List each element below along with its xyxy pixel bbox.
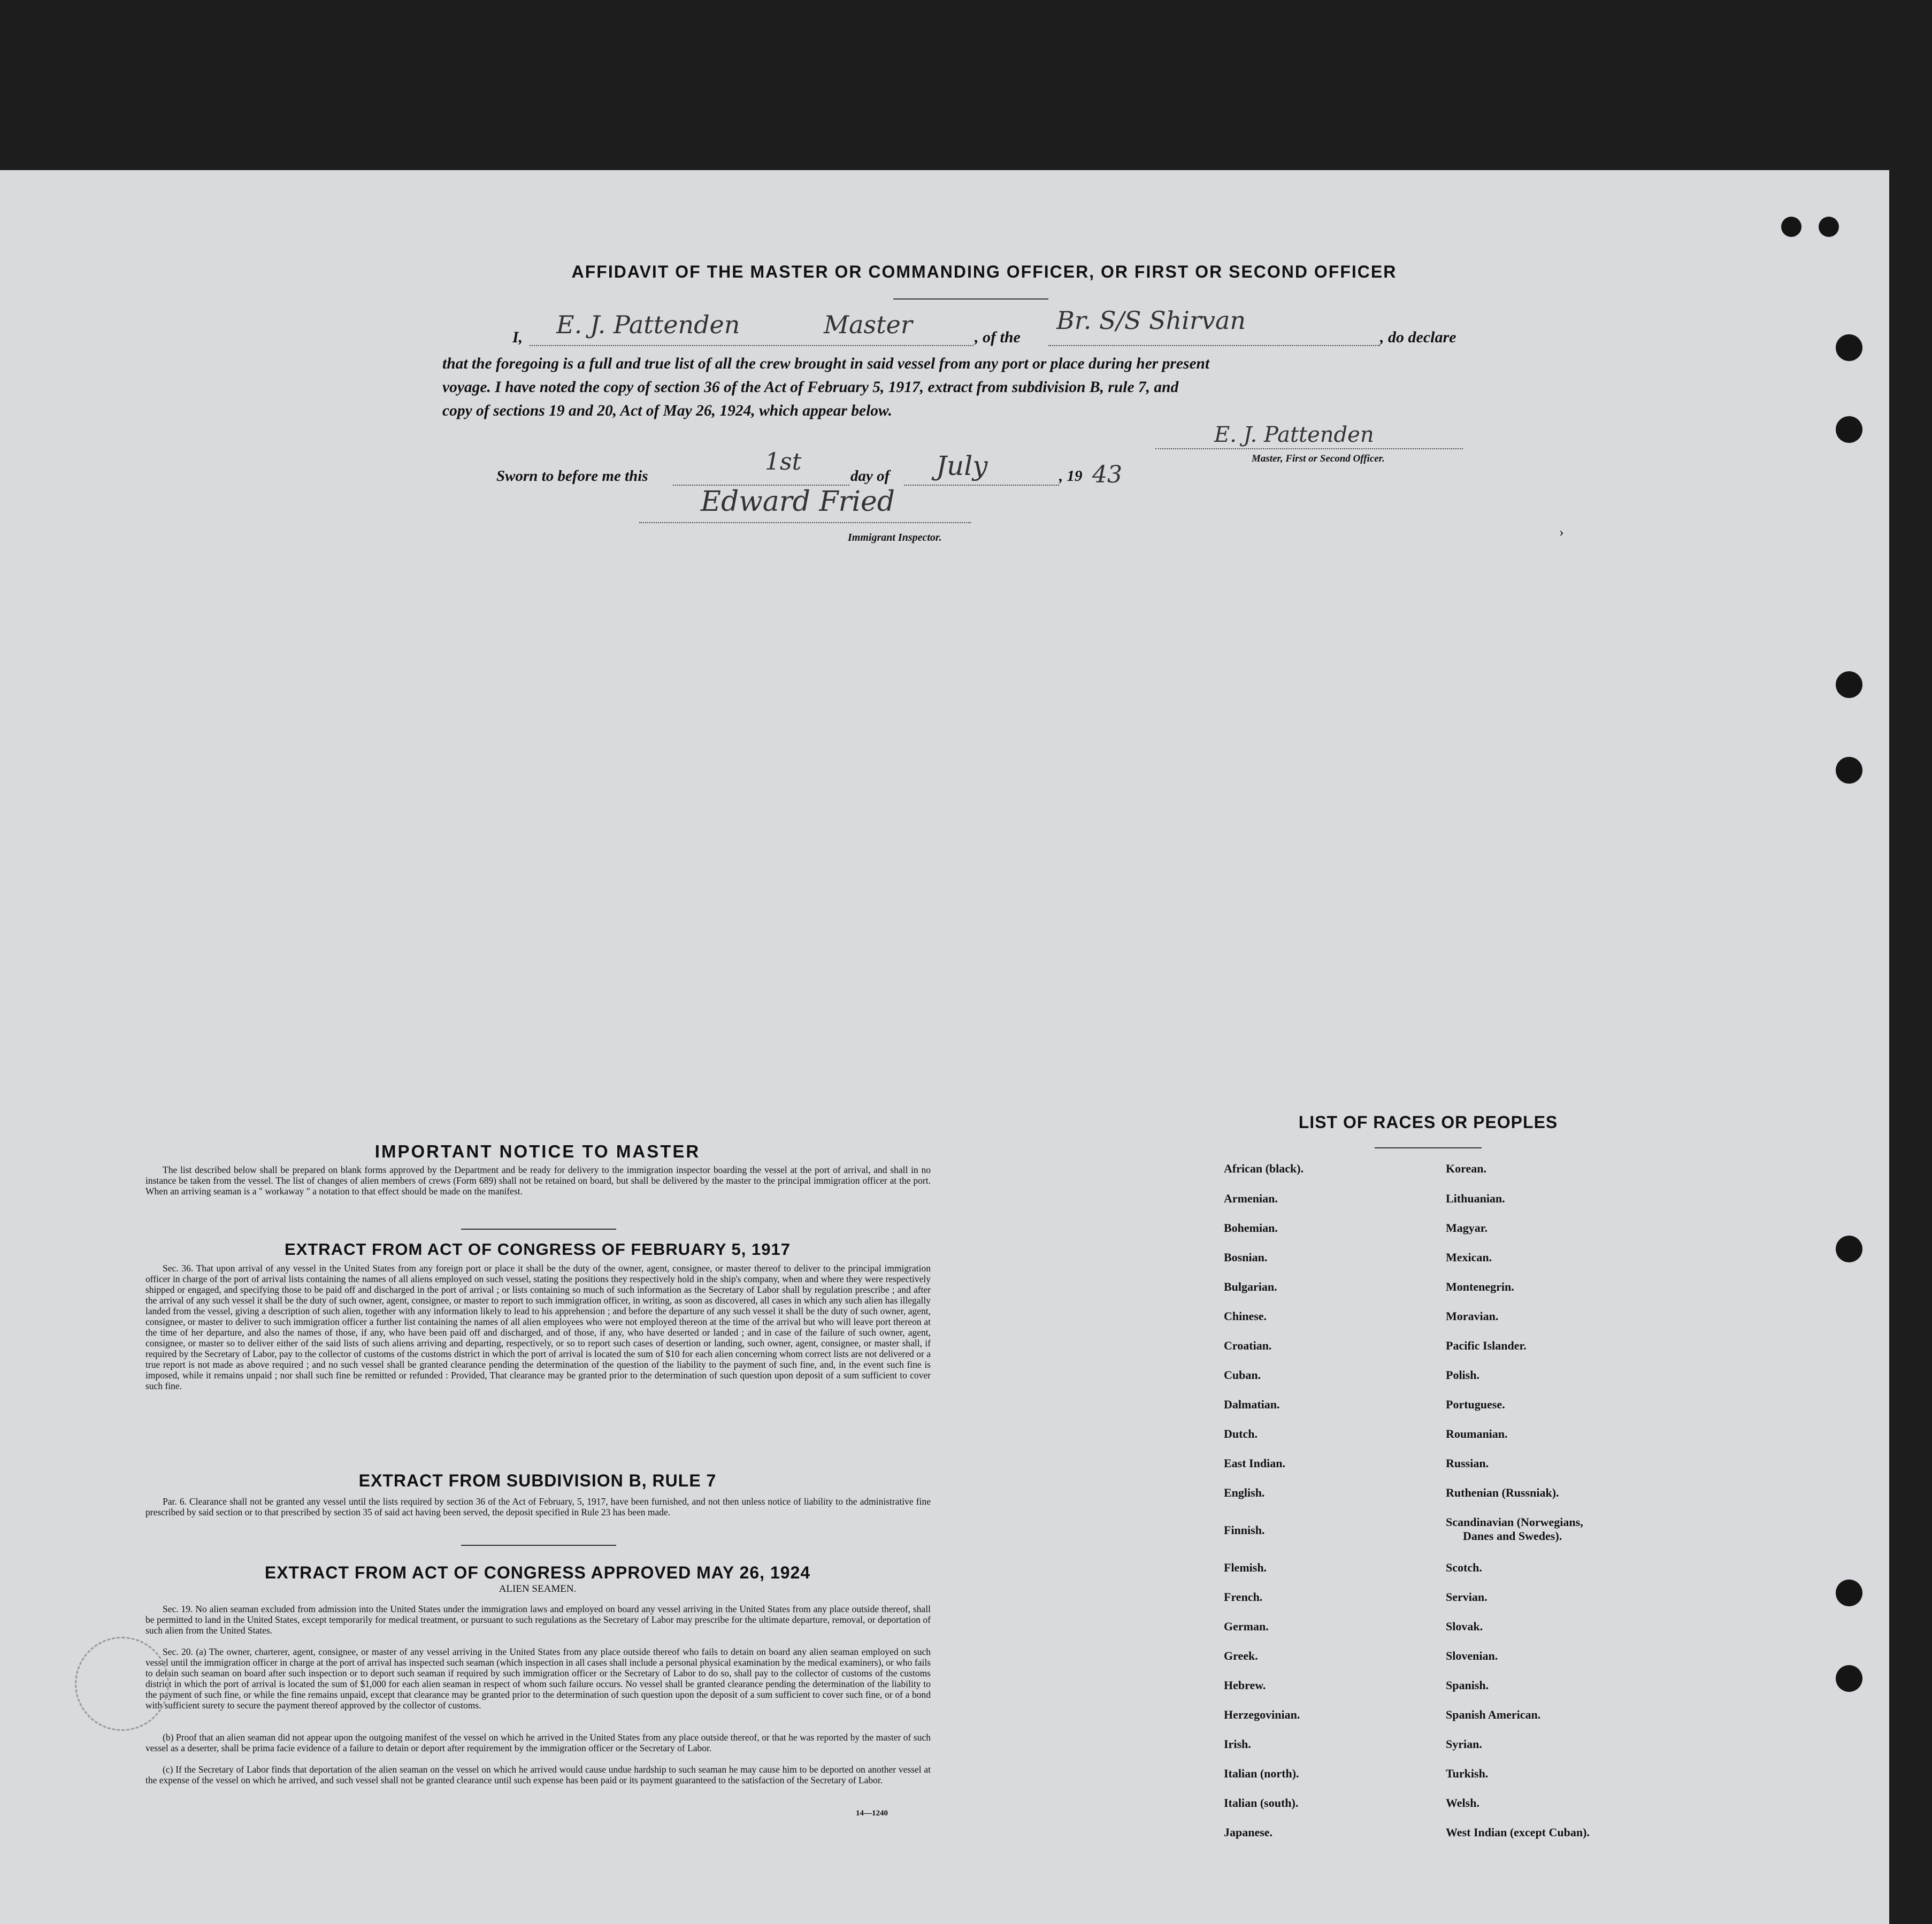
extract-1924-sec20a: Sec. 20. (a) The owner, charterer, agent, consignee, or master of any vessel arriving in the United States from any place outside thereof who fails to detain on board any alien seaman employed on such vessel until the immigration officer in charge at the port of arrival has inspected such seaman (which inspection in all cases shall include a personal physical examination by the medical examiners), or who fails to detain such seaman on board after such inspection or to deport such seaman if required by such immigration officer or the Secretary of Labor to do so, shall pay to the collector of customs of the customs district in which the port of arrival is located the sum of $1,000 for each alien seaman in respect of whom such failure occurs. No vessel shall be granted clearance pending the determination of the liability to the payment of such fine, or while the fine remains unpaid, except that clearance may be granted prior to the determination of such question upon the deposit of a sum sufficient to cover such fine, or of a bond with sufficient surety to secure the payment thereof approved by the collector of customs. [145,1646,931,1711]
race-item: Polish. [1446,1368,1479,1382]
race-item: Flemish. [1224,1561,1267,1574]
race-item: Italian (south). [1224,1796,1299,1810]
extract-1924-subtitle: ALIEN SEAMEN. [499,1583,577,1595]
master-signature: E. J. Pattenden [1214,423,1374,447]
signature-line [1155,448,1463,449]
affidavit-line-4: copy of sections 19 and 20, Act of May 26, 1924, which appear below. [442,402,892,419]
notice-title: IMPORTANT NOTICE TO MASTER [374,1141,701,1161]
race-item: Spanish American. [1446,1708,1541,1721]
affidavit-title: AFFIDAVIT OF THE MASTER OR COMMANDING OFFICER, OR FIRST OR SECOND OFFICER [571,262,1397,281]
race-item: West Indian (except Cuban). [1446,1826,1590,1839]
notice-rule [461,1229,616,1230]
race-item: African (black). [1224,1162,1304,1175]
misc-mark: › [1559,524,1564,540]
rank-handwritten: Master [824,310,913,339]
rule-7-text: Par. 6. Clearance shall not be granted any vessel until the lists required by section 36 of the Act of February, 5, 1917, have been furnished, and not then unless notice of liability to the administrative fine prescribed by said section or to that prescribed by section 35 of said act having been served, the deposit specified in Rule 23 has been made. [145,1496,931,1517]
race-item: Mexican. [1446,1251,1492,1264]
race-item: Montenegrin. [1446,1280,1514,1293]
race-item: Servian. [1446,1590,1488,1604]
rule-7-divider [461,1545,616,1546]
race-item: Moravian. [1446,1309,1499,1323]
day-of-label: day of [850,467,890,485]
race-item: Bosnian. [1224,1251,1268,1264]
binder-hole [1836,416,1862,443]
embossed-seal [75,1637,169,1731]
extract-1917-title: EXTRACT FROM ACT OF CONGRESS OF FEBRUARY 5, 1917 [285,1240,791,1259]
race-item: Japanese. [1224,1826,1273,1839]
race-item: Magyar. [1446,1221,1488,1235]
race-item: Welsh. [1446,1796,1479,1810]
day-handwritten: 1st [765,448,802,476]
race-item: Italian (north). [1224,1767,1299,1780]
race-item: Ruthenian (Russniak). [1446,1486,1559,1499]
race-item: Lithuanian. [1446,1192,1505,1205]
race-item: Bulgarian. [1224,1280,1277,1293]
race-item: Chinese. [1224,1309,1267,1323]
race-item: Cuban. [1224,1368,1261,1382]
race-item: Irish. [1224,1737,1251,1751]
binder-hole [1819,217,1839,237]
affidavit-i: I, [512,328,523,346]
binder-hole [1836,1580,1862,1606]
month-handwritten: July [936,450,988,481]
race-item: Hebrew. [1224,1678,1266,1692]
extract-1924-title: EXTRACT FROM ACT OF CONGRESS APPROVED MAY 26, 1924 [264,1563,811,1582]
name-line [530,345,973,346]
affidavit-line-3: voyage. I have noted the copy of section 36 of the Act of February 5, 1917, extract from subdivision B, rule 7, and [442,379,1179,396]
binder-hole [1781,217,1801,237]
race-item: Pacific Islander. [1446,1339,1527,1352]
vessel-line [1048,345,1380,346]
year-prefix: , 19 [1059,467,1083,485]
rule-7-title: EXTRACT FROM SUBDIVISION B, RULE 7 [358,1471,717,1490]
race-item: Herzegovinian. [1224,1708,1300,1721]
race-item: East Indian. [1224,1457,1285,1470]
race-item: Bohemian. [1224,1221,1278,1235]
binder-hole [1836,1236,1862,1262]
binder-hole [1836,1665,1862,1692]
of-the-label: , of the [975,328,1021,346]
form-number: 14—1240 [856,1809,888,1818]
race-item-continued: Danes and Swedes). [1463,1529,1562,1543]
race-item: German. [1224,1620,1269,1633]
race-item: Turkish. [1446,1767,1489,1780]
inspector-line [639,522,971,523]
race-item: Scandinavian (Norwegians, [1446,1515,1583,1529]
notice-text: The list described below shall be prepared on blank forms approved by the Department and be ready for delivery to the immigration inspector boarding the vessel at the port of arrival, and shall in no instance be taken from the vessel. The list of changes of alien members of crews (Form 689) shall not be retained on board, but shall be delivered by the master to the principal immigration officer at the port. When an arriving seaman is a " workaway " a notation to that effect should be made on the manifest. [145,1164,931,1197]
race-item: Syrian. [1446,1737,1482,1751]
race-item: Dalmatian. [1224,1398,1280,1411]
race-item: Spanish. [1446,1678,1489,1692]
signature-caption: Master, First or Second Officer. [1252,453,1385,464]
race-item: Russian. [1446,1457,1489,1470]
race-item: Dutch. [1224,1427,1258,1440]
sworn-label: Sworn to before me this [496,467,648,485]
month-line [904,485,1059,486]
races-rule [1375,1147,1482,1148]
race-item: Finnish. [1224,1523,1265,1537]
do-declare-label: , do declare [1380,328,1456,346]
race-item: English. [1224,1486,1265,1499]
race-item: Roumanian. [1446,1427,1508,1440]
vessel-handwritten: Br. S/S Shirvan [1056,306,1246,335]
race-item: Portuguese. [1446,1398,1505,1411]
race-item: French. [1224,1590,1263,1604]
extract-1924-sec19: Sec. 19. No alien seaman excluded from admission into the United States under the immigration laws and employed on board any vessel arriving in the United States from any place outside thereof, shall be permitted to land in the United States, except temporarily for medical treatment, or pursuant to such regulations as the Secretary of Labor may prescribe for the ultimate departure, removal, or deportation of such alien from the United States. [145,1604,931,1636]
master-name-handwritten: E. J. Pattenden [556,310,740,339]
race-item: Korean. [1446,1162,1486,1175]
inspector-signature: Edward Fried [701,486,895,518]
extract-1924-sec20b: (b) Proof that an alien seaman did not appear upon the outgoing manifest of the vessel on which he arrived in the United States from any place outside thereof, or that he was reported by the master of such vessel as a deserter, shall be prima facie evidence of a failure to detain or deport after requirement by the immigration officer or the Secretary of Labor. [145,1732,931,1753]
race-item: Slovak. [1446,1620,1483,1633]
extract-1924-sec20c: (c) If the Secretary of Labor finds that deportation of the alien seaman on the vessel on which he arrived would cause undue hardship to such seaman he may cause him to be deported on another vessel at the expense of the vessel on which he arrived, and such vessel shall not be granted clearance until such expense has been paid or its payment guaranteed to the satisfaction of the Secretary of Labor. [145,1764,931,1785]
race-item: Greek. [1224,1649,1258,1662]
extract-1917-text: Sec. 36. That upon arrival of any vessel in the United States from any foreign port or place it shall be the duty of the owner, agent, consignee, or master thereof to deliver to the principal immigration officer in charge of the port of arrival lists containing the names of all aliens employed on such vessel, stating the positions they respectively hold in the ship's company, when and where they were respectively shipped or engaged, and specifying those to be paid off and discharged in the port of arrival ; or lists containing so much of such information as the Secretary of Labor shall by regulation prescribe ; and after the arrival of any such vessel it shall be the duty of such owner, agent, consignee, or master to report to such immigration officer, in writing, as soon as discovered, all cases in which any such alien has illegally landed from the vessel, giving a description of such alien, together with any information likely to lead to his apprehension ; and before the departure of any such vessel it shall be the duty of such owner, agent, consignee, or master to deliver to such immigration officer a further list containing the names of all alien employees who were not employed thereon at the time of the arrival but who will leave port thereon at the time of her departure, and also the names of those, if any, who have been paid off and discharged, and of those, if any, who have deserted or landed ; and in case of the failure of such owner, agent, consignee, or master so to deliver either of the said lists of such aliens arriving and departing, respectively, or so to report such cases of desertion or landing, such owner, agent, consignee, or master shall, if required by the Secretary of Labor, pay to the collector of customs of the customs district in which the port of arrival is located the sum of $10 for each alien concerning whom correct lists are not delivered or a true report is not made as above required ; and no such vessel shall be granted clearance pending the determination of the question of the liability to the payment of such fine, and, in the event such fine is imposed, while it remains unpaid ; nor shall such fine be remitted or refunded : Provided, That clearance may be granted prior to the determination of such question upon deposit of a sum sufficient to cover such fine. [145,1263,931,1391]
binder-hole [1836,757,1862,784]
inspector-caption: Immigrant Inspector. [848,532,942,543]
race-item: Scotch. [1446,1561,1482,1574]
race-item: Slovenian. [1446,1649,1498,1662]
races-title: LIST OF RACES OR PEOPLES [1298,1113,1558,1132]
affidavit-line-2: that the foregoing is a full and true list of all the crew brought in said vessel from any port or place during her present [442,355,1210,372]
binder-hole [1836,671,1862,698]
race-item: Croatian. [1224,1339,1272,1352]
title-rule [893,298,1048,300]
binder-hole [1836,334,1862,361]
race-item: Armenian. [1224,1192,1278,1205]
year-handwritten: 43 [1092,461,1122,488]
